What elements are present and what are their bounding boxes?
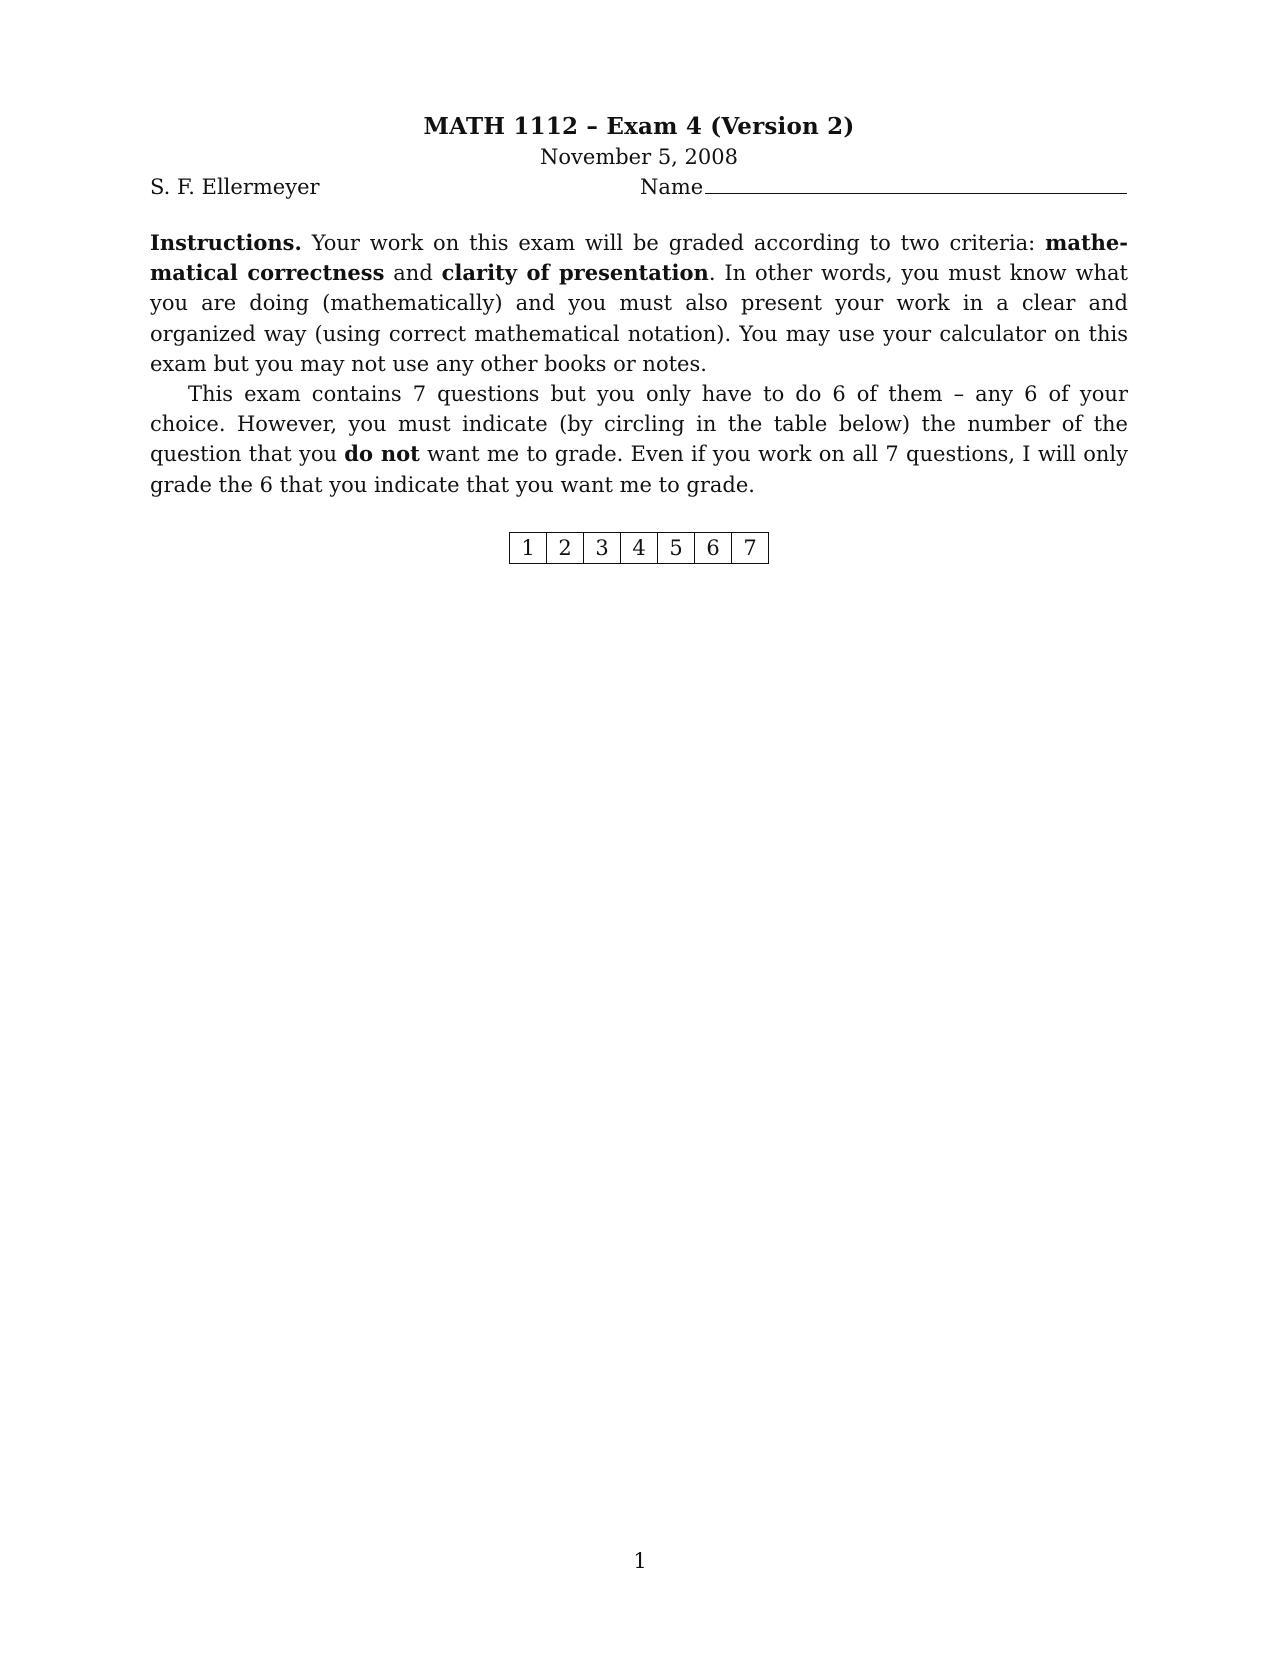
author-row [150,172,1128,202]
instructions-text: and [384,261,442,286]
question-cell-7[interactable]: 7 [732,533,769,564]
criterion-clarity: clarity of presentation [441,260,709,286]
student-name-field [640,172,1127,202]
exam-title: MATH 1112 – Exam 4 (Version 2) [423,113,855,140]
instructions-text: . In other words, you must know what you are doing (mathematically) and you must also present your work in a clear and organized way (using correct mathematical notation). You may use your calculator on this exam but you may not use any other books or notes. [150,261,1128,376]
instructions-lead: Instructions. [150,230,302,255]
name-label: Name [640,175,704,199]
question-selection-table [509,532,769,564]
name-blank-line [705,172,1127,194]
question-selection-table-wrap [509,532,769,564]
emphasis-do-not: do not [344,441,420,467]
criterion-correctness: mathematical correctness [150,230,1128,286]
instructions-paragraph-1 [150,228,1128,379]
instructions-block [150,228,1128,500]
instructions-text: Your work on this exam will be graded according to two criteria: [301,231,1046,255]
question-cell-4[interactable]: 4 [621,533,658,564]
question-cell-6[interactable]: 6 [695,533,732,564]
instructor-name: S. F. Ellermeyer [150,175,320,199]
question-cell-5[interactable]: 5 [658,533,695,564]
page-number: 1 [633,1549,647,1573]
instructions-text: This exam contains 7 questions but you only have to do 6 of them – any 6 of your choice. However, you must indicate (by circling in the table below) the number of the question that you [150,382,1128,467]
exam-page [150,112,1128,500]
question-cell-2[interactable]: 2 [547,533,584,564]
question-row [510,533,769,564]
question-cell-3[interactable]: 3 [584,533,621,564]
exam-date: November 5, 2008 [540,145,738,169]
instructions-text: want me to grade. Even if you work on all 7 questions, I will only grade the 6 that you indicate that you want me to grade. [150,442,1128,497]
question-cell-1[interactable]: 1 [510,533,547,564]
instructions-paragraph-2 [150,379,1128,500]
